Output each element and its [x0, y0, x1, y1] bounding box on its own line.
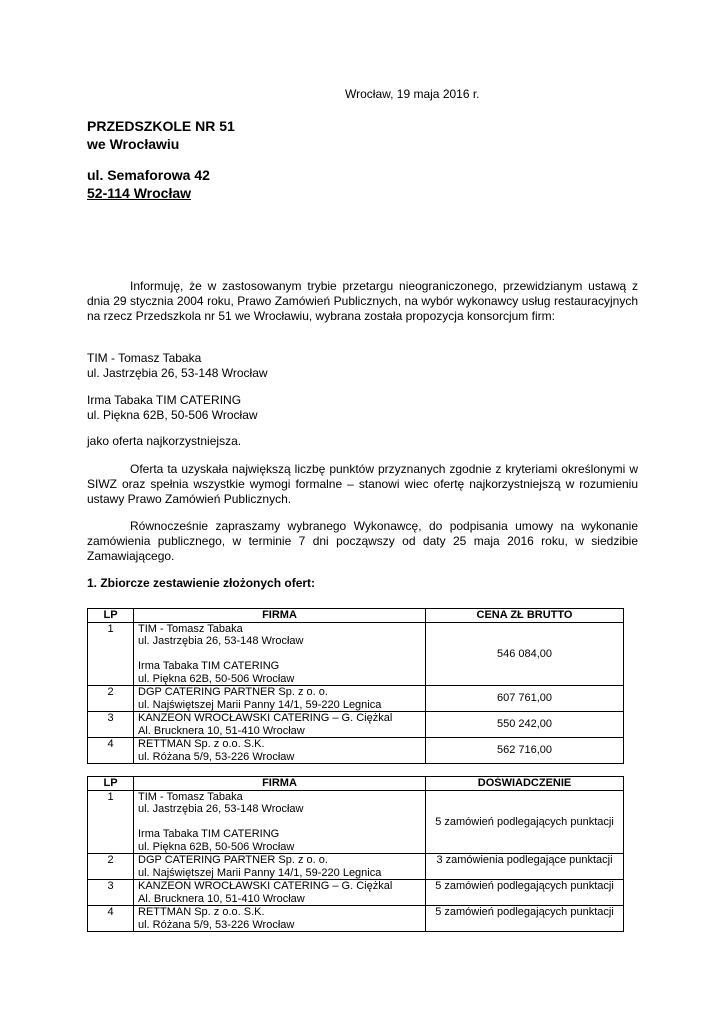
row-cena: 546 084,00 — [426, 622, 624, 686]
consortium-member-name: Irma Tabaka TIM CATERING — [87, 393, 242, 407]
column-header-lp: LP — [88, 609, 134, 623]
firma-line: TIM - Tomasz Tabaka — [138, 790, 243, 803]
firma-line: DGP CATERING PARTNER Sp. z o. o. — [138, 686, 328, 698]
date-line: Wrocław, 19 maja 2016 r. — [345, 87, 480, 101]
firma-line: RETTMAN Sp. z o.o. S.K. — [138, 738, 265, 750]
firma-line: RETTMAN Sp. z o.o. S.K. — [138, 906, 265, 918]
consortium-member-1 — [87, 351, 268, 381]
table-row — [88, 790, 624, 854]
row-lp: 1 — [88, 622, 134, 686]
firma-line: ul. Jastrzębia 26, 53-148 Wrocław — [138, 635, 304, 647]
table-row — [88, 906, 624, 932]
table-header-row — [88, 777, 624, 791]
row-firma — [134, 686, 426, 712]
column-header-doswiadczenie: DOŚWIADCZENIE — [426, 777, 624, 791]
row-doswiadczenie: 5 zamówień podlegających punktacji — [426, 880, 624, 906]
firma-line: Al. Brucknera 10, 51-410 Wrocław — [138, 724, 305, 737]
firma-line: DGP CATERING PARTNER Sp. z o. o. — [138, 854, 328, 866]
recipient-city: 52-114 Wrocław — [87, 185, 192, 201]
row-lp: 2 — [88, 686, 134, 712]
firma-line: ul. Różana 5/9, 53-226 Wrocław — [138, 918, 295, 931]
row-firma — [134, 622, 426, 686]
firma-line: Al. Brucknera 10, 51-410 Wrocław — [138, 892, 305, 905]
row-lp: 4 — [88, 738, 134, 764]
firma-line: ul. Jastrzębia 26, 53-148 Wrocław — [138, 803, 304, 815]
row-firma — [134, 790, 426, 854]
recipient-street: ul. Semaforowa 42 — [87, 167, 210, 183]
row-lp: 4 — [88, 906, 134, 932]
consortium-member-address: ul. Piękna 62B, 50-506 Wrocław — [87, 408, 258, 422]
row-lp: 3 — [88, 712, 134, 738]
recipient-name-line1: PRZEDSZKOLE NR 51 — [87, 118, 235, 134]
row-firma — [134, 880, 426, 906]
recipient-name — [87, 117, 235, 153]
firma-line: Irma Tabaka TIM CATERING — [138, 660, 280, 672]
table-row — [88, 880, 624, 906]
firma-line: Irma Tabaka TIM CATERING — [138, 828, 280, 840]
recipient-address — [87, 166, 210, 202]
row-firma — [134, 906, 426, 932]
firma-line: KANZEON WROCŁAWSKI CATERING – G. Ciężkal — [138, 712, 393, 724]
table-row — [88, 738, 624, 764]
recipient-name-line2: we Wrocławiu — [87, 136, 180, 152]
row-lp: 3 — [88, 880, 134, 906]
firma-line: KANZEON WROCŁAWSKI CATERING – G. Ciężkal — [138, 880, 393, 892]
row-firma — [134, 712, 426, 738]
table-row — [88, 622, 624, 686]
column-header-firma: FIRMA — [134, 777, 426, 791]
row-firma — [134, 738, 426, 764]
table-header-row — [88, 609, 624, 623]
row-doswiadczenie: 5 zamówień podlegających punktacji — [426, 906, 624, 932]
firma-line: ul. Piękna 62B, 50-506 Wrocław — [138, 840, 295, 853]
justification-paragraph: Oferta ta uzyskała największą liczbę punktów przyznanych zgodnie z kryteriami określonymi w SIWZ oraz spełnia wszystkie wymogi formalne – stanowi wiec ofertę najkorzystniejszą w rozumieniu ustawy Prawo Zamówień Publicznych. — [87, 462, 638, 506]
column-header-cena: CENA ZŁ BRUTTO — [426, 609, 624, 623]
experience-table — [87, 776, 624, 932]
firma-line: ul. Najświętszej Marii Panny 14/1, 59-220 Legnica — [138, 698, 382, 711]
firma-line — [138, 816, 421, 829]
row-lp: 2 — [88, 854, 134, 880]
table-row — [88, 686, 624, 712]
firma-line: TIM - Tomasz Tabaka — [138, 622, 243, 635]
firma-line: ul. Najświętszej Marii Panny 14/1, 59-220 Legnica — [138, 866, 382, 879]
row-doswiadczenie: 5 zamówień podlegających punktacji — [426, 790, 624, 854]
firma-line — [138, 648, 421, 661]
best-offer-line: jako oferta najkorzystniejsza. — [87, 434, 242, 448]
consortium-member-name: TIM - Tomasz Tabaka — [87, 351, 202, 365]
firma-line: ul. Różana 5/9, 53-226 Wrocław — [138, 750, 295, 763]
table-row — [88, 854, 624, 880]
row-cena: 550 242,00 — [426, 712, 624, 738]
section-heading: 1. Zbiorcze zestawienie złożonych ofert: — [87, 576, 316, 590]
row-doswiadczenie: 3 zamówienia podlegające punktacji — [426, 854, 624, 880]
column-header-lp: LP — [88, 777, 134, 791]
price-table — [87, 608, 624, 764]
consortium-member-address: ul. Jastrzębia 26, 53-148 Wrocław — [87, 366, 268, 380]
row-firma — [134, 854, 426, 880]
intro-paragraph: Informuję, że w zastosowanym trybie przetargu nieograniczonego, przewidzianym ustawą z dnia 29 stycznia 2004 roku, Prawo Zamówień Publicznych, na wybór wykonawcy usług restauracyjnych na rzecz Przedszkola nr 51 we Wrocławiu, wybrana została propozycja konsorcjum firm: — [87, 279, 638, 323]
invitation-paragraph: Równocześnie zapraszamy wybranego Wykonawcę, do podpisania umowy na wykonanie zamówienia publicznego, w terminie 7 dni począwszy od daty 25 maja 2016 roku, w siedzibie Zamawiającego. — [87, 519, 638, 563]
table-row — [88, 712, 624, 738]
row-lp: 1 — [88, 790, 134, 854]
column-header-firma: FIRMA — [134, 609, 426, 623]
row-cena: 607 761,00 — [426, 686, 624, 712]
firma-line: ul. Piękna 62B, 50-506 Wrocław — [138, 672, 295, 685]
row-cena: 562 716,00 — [426, 738, 624, 764]
consortium-member-2 — [87, 393, 258, 423]
